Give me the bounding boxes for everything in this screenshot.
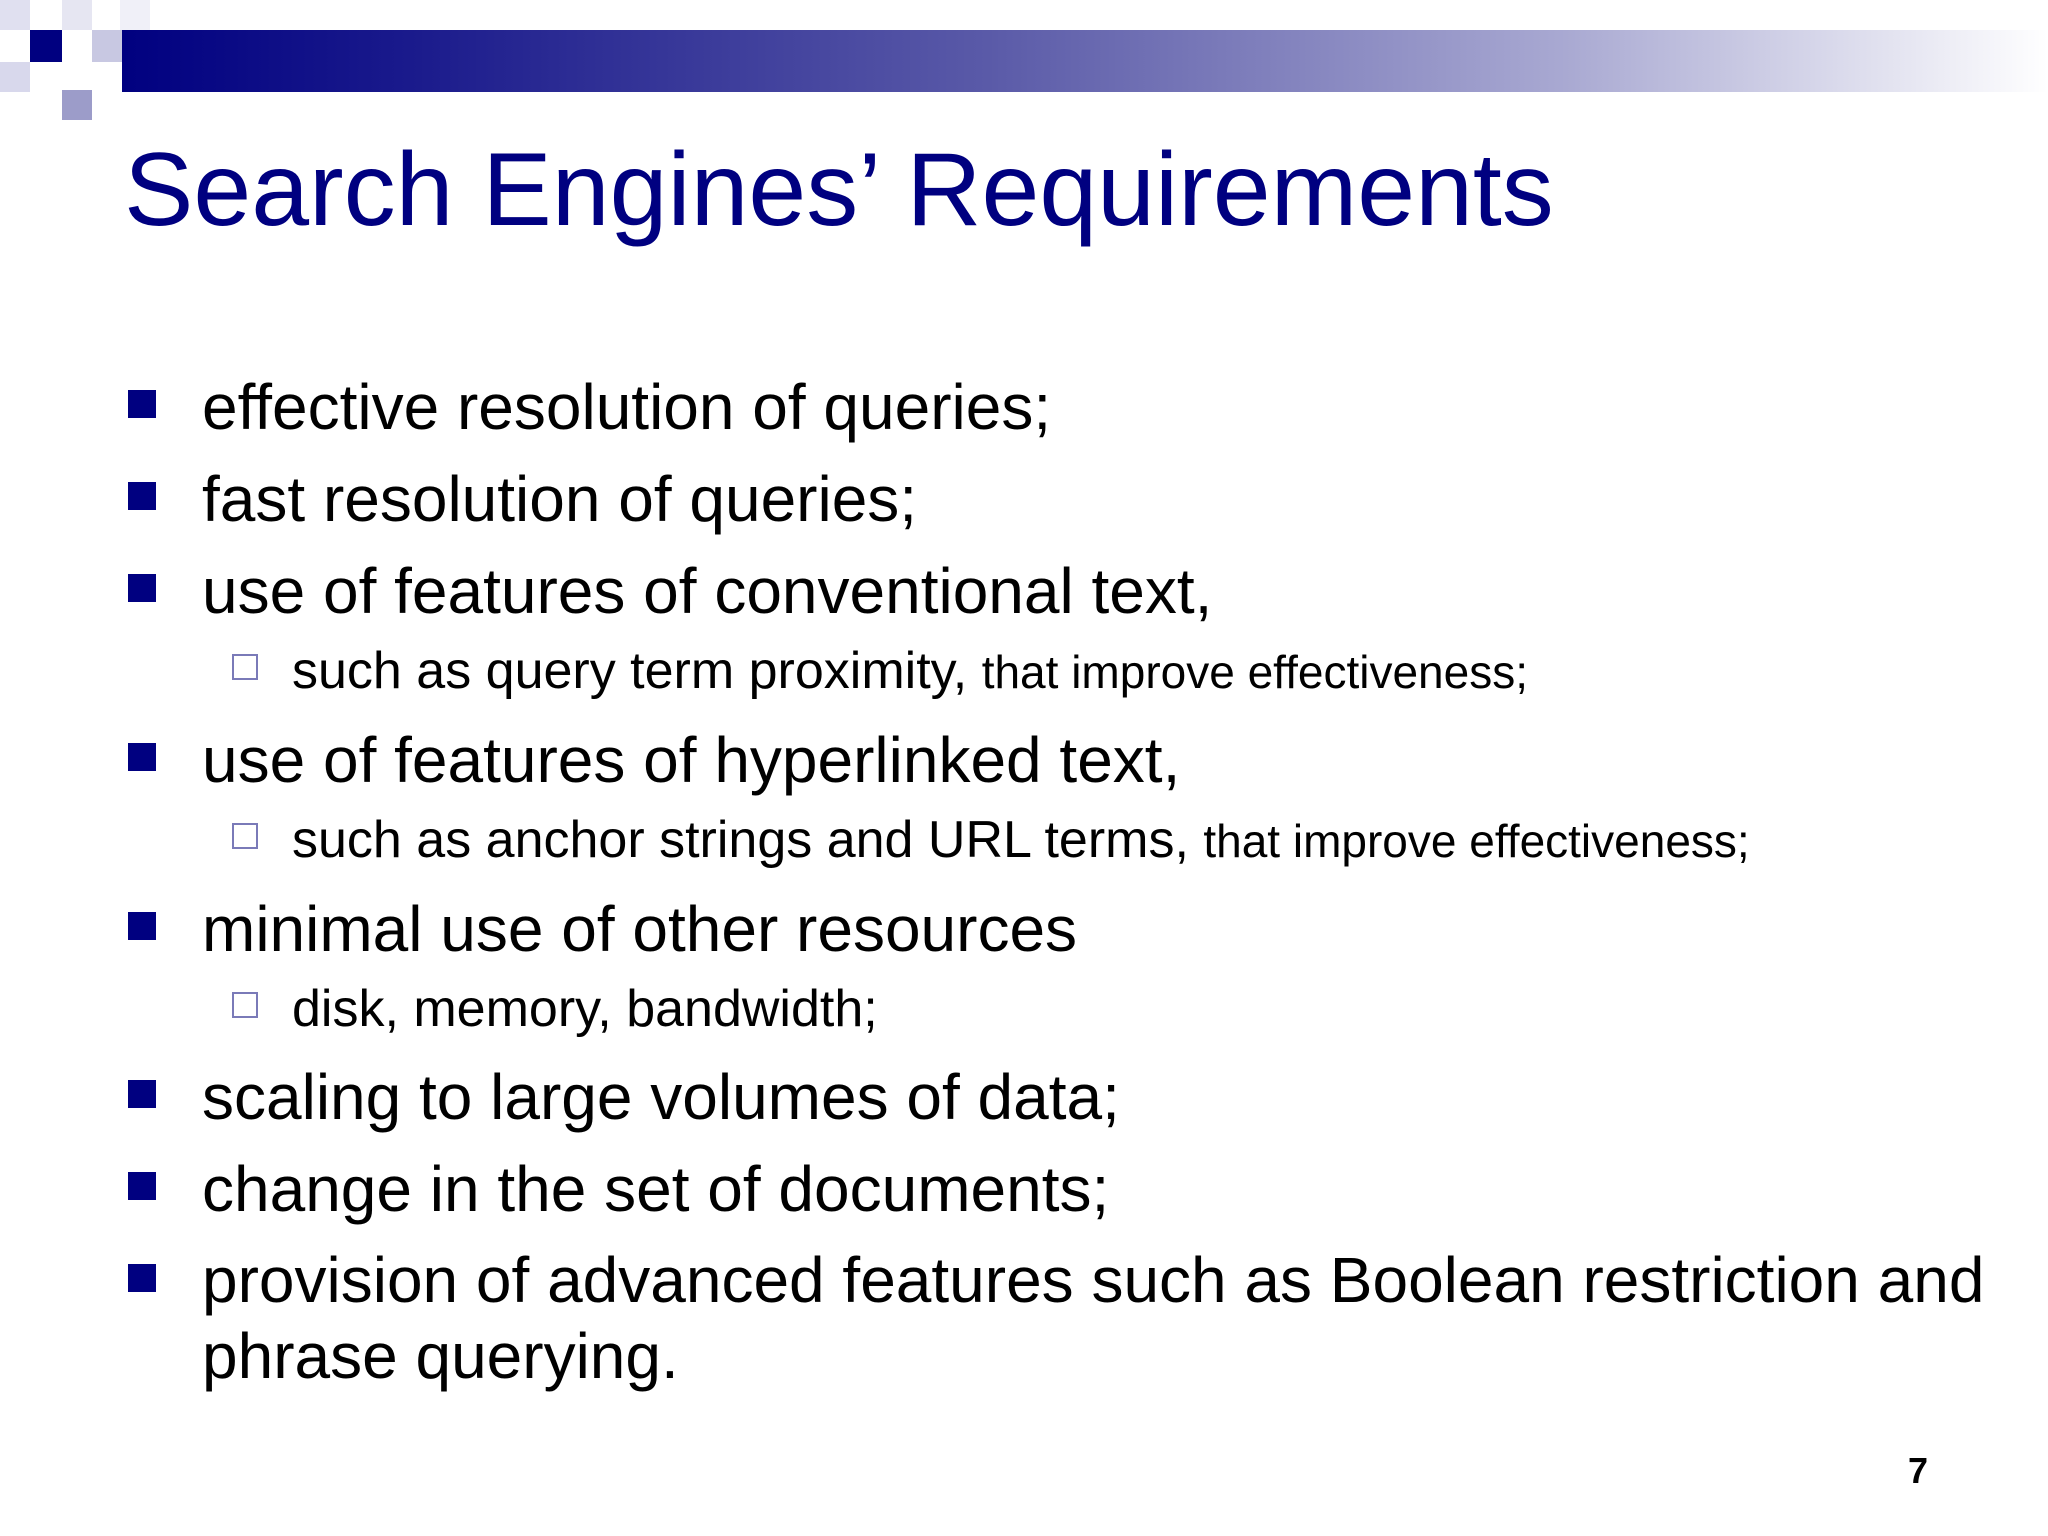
bullet-item [128,1058,2008,1136]
header-gradient-bar [120,30,2048,92]
filled-square-icon [128,1080,156,1108]
bullet-text: use of features of conventional text, [202,555,1213,627]
hollow-square-icon [232,654,258,680]
bullet-item [128,368,2008,446]
bullet-list [128,368,2008,1408]
bullet-text: provision of advanced features such as Boolean restriction and phrase querying. [202,1244,1985,1392]
bullet-text: change in the set of documents; [202,1153,1110,1225]
bullet-item [128,460,2008,538]
bullet-text: fast resolution of queries; [202,463,918,535]
sub-bullet-text-small: that improve effectiveness; [981,646,1529,698]
bullet-item [128,1150,2008,1228]
sub-bullet-text: disk, memory, bandwidth; [292,980,878,1038]
header-decoration-square [30,30,62,62]
bullet-text: scaling to large volumes of data; [202,1061,1120,1133]
filled-square-icon [128,1264,156,1292]
page-number: 7 [1908,1450,1929,1491]
filled-square-icon [128,743,156,771]
sub-bullet-text: such as anchor strings and URL terms, [292,811,1204,869]
header-decoration-square [92,62,122,92]
slide-title: Search Engines’ Requirements [124,132,1554,248]
bullet-text: effective resolution of queries; [202,371,1052,443]
sub-bullet-text: such as query term proximity, [292,642,982,700]
filled-square-icon [128,482,156,510]
header-decoration-square [92,30,122,62]
header-decoration-square [62,0,92,30]
filled-square-icon [128,574,156,602]
header-decoration-square [62,90,92,120]
hollow-square-icon [232,823,258,849]
bullet-item [128,1242,2008,1394]
sub-bullet-item [128,976,2008,1042]
bullet-item [128,721,2008,799]
header-decoration-square [0,62,30,92]
bullet-item [128,890,2008,968]
hollow-square-icon [232,992,258,1018]
bullet-text: use of features of hyperlinked text, [202,724,1181,796]
bullet-text: minimal use of other resources [202,893,1078,965]
filled-square-icon [128,390,156,418]
filled-square-icon [128,1172,156,1200]
sub-bullet-item [128,807,2008,874]
sub-bullet-text-small: that improve effectiveness; [1203,815,1750,867]
header-decoration-square [0,0,30,30]
filled-square-icon [128,912,156,940]
bullet-item [128,552,2008,630]
header-decoration-square [120,0,150,30]
sub-bullet-item [128,638,2008,705]
